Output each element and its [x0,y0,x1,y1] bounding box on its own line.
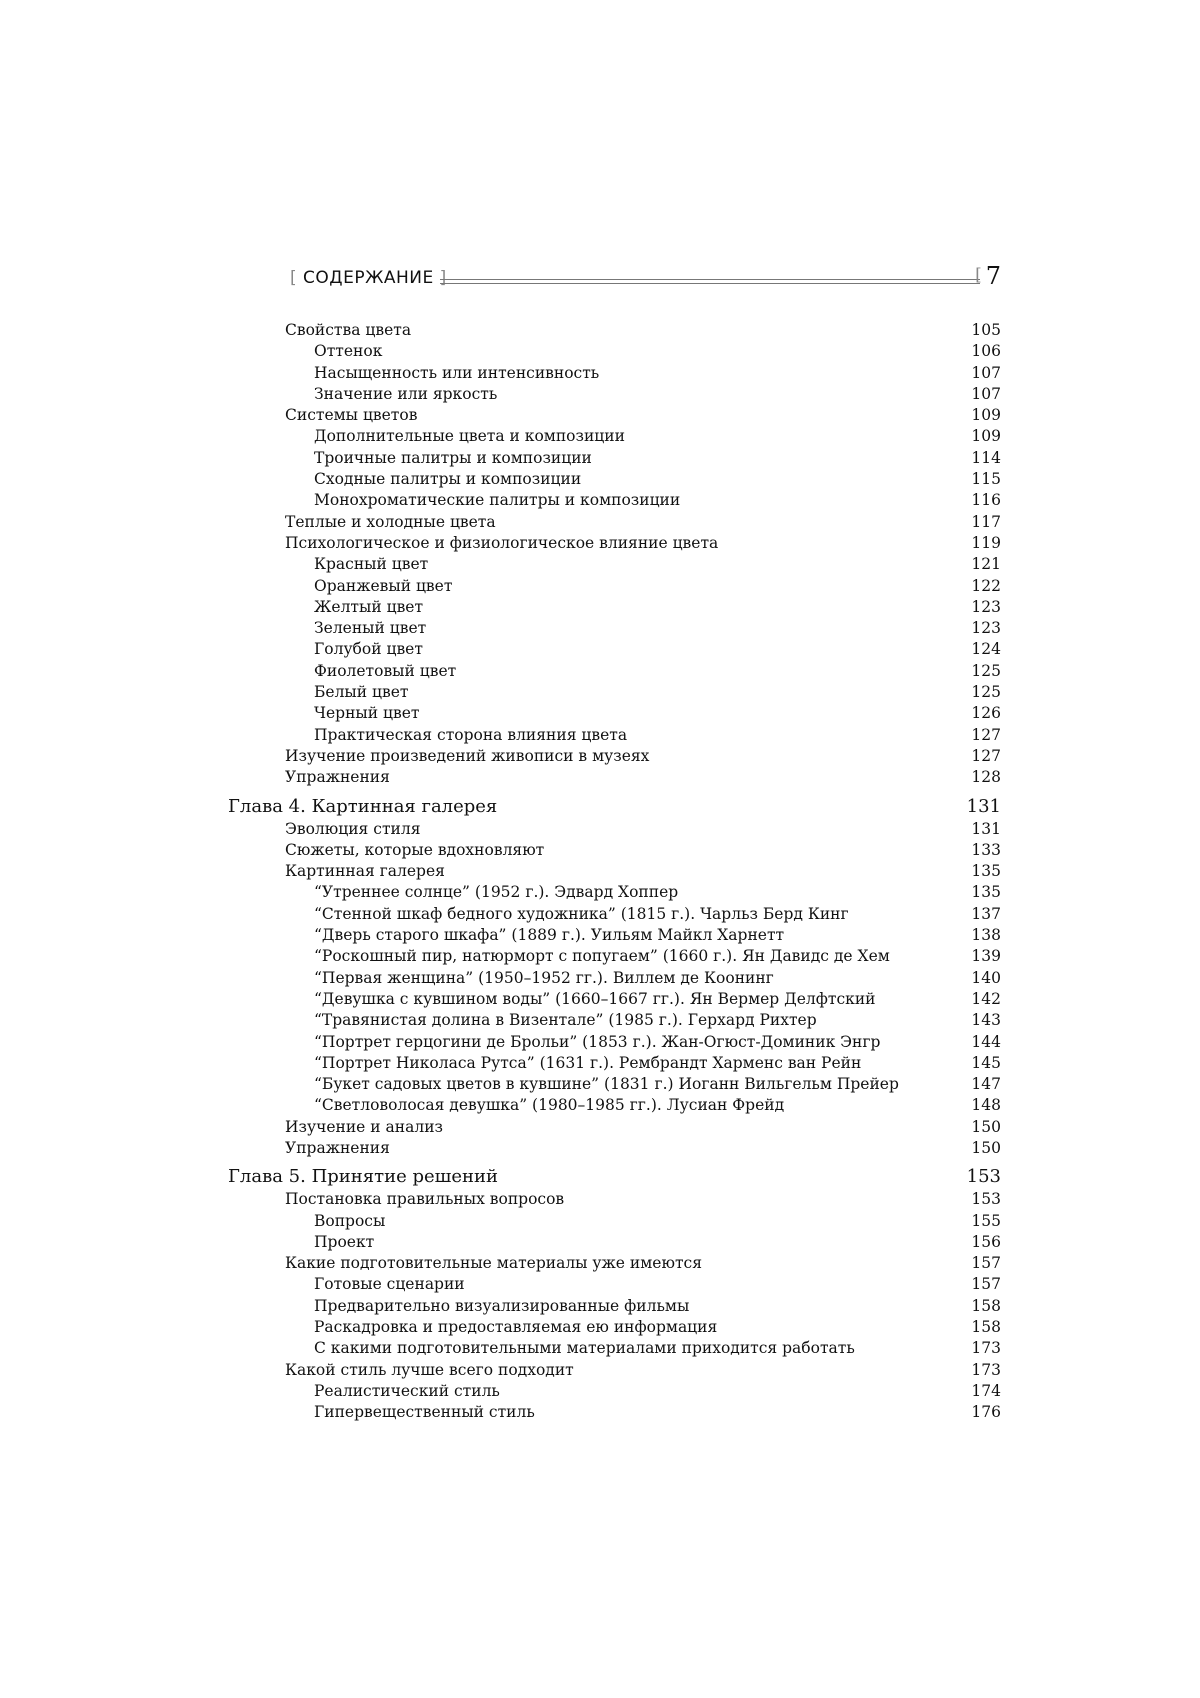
toc-entry-page: 173 [971,1339,1001,1358]
toc-entry [228,904,1001,925]
toc-entry [228,469,1001,490]
section-title [290,268,447,288]
toc-entry [228,363,1001,384]
toc-entry-title: Раскадровка и предоставляемая ею информация [314,1318,718,1337]
toc-entry [228,840,1001,861]
toc-entry [228,925,1001,946]
toc-entry-page: 153 [966,1166,1001,1188]
toc-entry-title: Системы цветов [285,406,418,425]
toc-entry-title: “Дверь старого шкафа” (1889 г.). Уильям Майкл Харнетт [314,926,785,945]
toc-entry-title: Белый цвет [314,683,409,702]
toc-entry-page: 176 [971,1403,1001,1422]
toc-entry-page: 150 [971,1117,1001,1136]
section-title-text: СОДЕРЖАНИЕ [303,268,434,288]
toc-entry-page: 158 [971,1296,1001,1315]
toc-chapter-entry [228,795,1001,819]
toc-entry [228,1360,1001,1381]
toc-entry [228,320,1001,341]
toc-entry-title: Глава 5. Принятие решений [228,1166,499,1188]
toc-entry-page: 139 [971,947,1001,966]
toc-entry-page: 157 [971,1254,1001,1273]
toc-entry-title: “Утреннее солнце” (1952 г.). Эдвард Хоппер [314,883,679,902]
toc-entry-title: Какой стиль лучше всего подходит [285,1360,574,1379]
toc-entry [228,725,1001,746]
toc-entry-title: “Травянистая долина в Визентале” (1985 г.). Герхард Рихтер [314,1011,817,1030]
toc-entry-title: Фиолетовый цвет [314,661,457,680]
page-number-text: 7 [985,262,1001,290]
toc-entry-page: 109 [971,427,1001,446]
toc-entry-page: 144 [971,1032,1001,1051]
toc-entry [228,1032,1001,1053]
toc-entry-page: 174 [971,1381,1001,1400]
toc-entry-title: Какие подготовительные материалы уже имеются [285,1254,702,1273]
toc-entry-title: Значение или яркость [314,384,498,403]
toc-entry-page: 145 [971,1053,1001,1072]
toc-entry-title: Зеленый цвет [314,619,427,638]
toc-entry-title: Оттенок [314,342,383,361]
toc-entry [228,1402,1001,1423]
toc-entry-page: 128 [971,768,1001,787]
toc-entry-page: 109 [971,406,1001,425]
toc-entry-page: 123 [971,597,1001,616]
toc-entry [228,1232,1001,1253]
toc-entry-title: Эволюция стиля [285,819,421,838]
toc-entry-title: “Стенной шкаф бедного художника” (1815 г.). Чарльз Берд Кинг [314,904,849,923]
toc-entry-title: Изучение произведений живописи в музеях [285,746,650,765]
toc-entry-title: “Роскошный пир, натюрморт с попугаем” (1660 г.). Ян Давидс де Хем [314,947,890,966]
toc-entry [228,703,1001,724]
toc-entry-title: Сходные палитры и композиции [314,470,582,489]
toc-entry [228,1381,1001,1402]
toc-entry-title: Дополнительные цвета и композиции [314,427,625,446]
toc-entry-page: 147 [971,1075,1001,1094]
toc-entry-title: Голубой цвет [314,640,423,659]
toc-entry [228,1253,1001,1274]
toc-entry-page: 125 [971,661,1001,680]
header-rule [440,279,980,284]
toc-entry-page: 122 [971,576,1001,595]
toc-entry [228,1317,1001,1338]
toc-entry-title: Проект [314,1232,375,1251]
toc-entry-page: 114 [971,448,1001,467]
toc-entry-page: 135 [971,862,1001,881]
toc-entry [228,819,1001,840]
toc-entry-page: 121 [971,555,1001,574]
toc-entry [228,1053,1001,1074]
toc-entry [228,661,1001,682]
toc-entry-title: Упражнения [285,1138,390,1157]
toc-entry [228,1211,1001,1232]
toc-entry [228,1010,1001,1031]
toc-entry-title: Изучение и анализ [285,1117,443,1136]
toc-entry-page: 131 [971,819,1001,838]
toc-entry-page: 116 [971,491,1001,510]
toc-entry-title: Картинная галерея [285,862,445,881]
toc-entry-page: 119 [971,533,1001,552]
toc-entry-title: Теплые и холодные цвета [285,512,496,531]
toc-entry-title: Вопросы [314,1211,386,1230]
toc-entry [228,1074,1001,1095]
running-header [290,262,1001,296]
close-bracket: ] [439,268,447,288]
toc-entry-page: 125 [971,683,1001,702]
toc-entry [228,882,1001,903]
toc-entry [228,490,1001,511]
toc-entry-title: Постановка правильных вопросов [285,1190,565,1209]
toc-entry-title: “Букет садовых цветов в кувшине” (1831 г.) Иоганн Вильгельм Прейер [314,1075,899,1094]
toc-entry [228,1338,1001,1359]
toc-entry [228,1117,1001,1138]
toc-entry-title: Готовые сценарии [314,1275,465,1294]
toc-entry-page: 107 [971,384,1001,403]
toc-entry-page: 106 [971,342,1001,361]
toc-entry [228,1296,1001,1317]
toc-entry-title: Насыщенность или интенсивность [314,363,600,382]
toc-entry [228,682,1001,703]
toc-entry-title: “Портрет герцогини де Брольи” (1853 г.). Жан-Огюст-Доминик Энгр [314,1032,881,1051]
toc-entry [228,597,1001,618]
toc-entry-page: 124 [971,640,1001,659]
toc-entry [228,639,1001,660]
toc-entry-page: 107 [971,363,1001,382]
toc-entry-title: “Первая женщина” (1950–1952 гг.). Виллем де Коонинг [314,968,774,987]
table-of-contents [228,320,1001,1424]
toc-entry-page: 135 [971,883,1001,902]
toc-entry [228,968,1001,989]
toc-entry [228,448,1001,469]
toc-entry-title: Черный цвет [314,704,420,723]
toc-entry [228,533,1001,554]
toc-entry-title: Оранжевый цвет [314,576,453,595]
toc-entry-title: Предварительно визуализированные фильмы [314,1296,690,1315]
toc-entry-page: 155 [971,1211,1001,1230]
page-number [975,262,1001,290]
toc-entry-title: Монохроматические палитры и композиции [314,491,681,510]
toc-chapter-entry [228,1165,1001,1189]
toc-entry-page: 173 [971,1360,1001,1379]
toc-entry-page: 123 [971,619,1001,638]
toc-entry-title: С какими подготовительными материалами приходится работать [314,1339,855,1358]
toc-entry-page: 158 [971,1318,1001,1337]
toc-entry [228,1138,1001,1159]
toc-entry-page: 153 [971,1190,1001,1209]
toc-entry-title: “Девушка с кувшином воды” (1660–1667 гг.). Ян Вермер Делфтский [314,989,876,1008]
toc-entry [228,384,1001,405]
toc-entry-page: 148 [971,1096,1001,1115]
toc-entry [228,405,1001,426]
toc-entry-page: 115 [971,470,1001,489]
open-bracket: [ [290,268,298,288]
toc-entry-title: Глава 4. Картинная галерея [228,795,498,817]
toc-entry [228,767,1001,788]
toc-entry [228,1189,1001,1210]
toc-entry-title: Практическая сторона влияния цвета [314,725,628,744]
toc-entry-page: 133 [971,840,1001,859]
toc-entry-title: Троичные палитры и композиции [314,448,592,467]
toc-entry-page: 131 [966,795,1001,817]
toc-entry-title: Свойства цвета [285,321,412,339]
toc-entry-title: Гипервещественный стиль [314,1403,535,1422]
toc-entry-page: 117 [971,512,1001,531]
toc-entry-page: 126 [971,704,1001,723]
toc-entry-page: 143 [971,1011,1001,1030]
toc-entry [228,618,1001,639]
toc-entry [228,946,1001,967]
toc-entry [228,746,1001,767]
toc-entry [228,576,1001,597]
toc-entry-page: 105 [971,321,1001,339]
toc-entry [228,554,1001,575]
toc-entry-page: 127 [971,725,1001,744]
toc-entry [228,512,1001,533]
toc-entry-page: 138 [971,926,1001,945]
toc-entry-page: 157 [971,1275,1001,1294]
toc-entry-page: 137 [971,904,1001,923]
toc-entry [228,989,1001,1010]
toc-entry-title: Упражнения [285,768,390,787]
toc-entry-title: Психологическое и физиологическое влияние цвета [285,533,719,552]
toc-entry-page: 140 [971,968,1001,987]
toc-entry [228,1274,1001,1295]
toc-entry-title: “Светловолосая девушка” (1980–1985 гг.). Лусиан Фрейд [314,1096,785,1115]
toc-entry [228,861,1001,882]
toc-entry [228,1095,1001,1116]
toc-entry-title: Реалистический стиль [314,1381,500,1400]
toc-entry-page: 127 [971,746,1001,765]
toc-entry-title: Желтый цвет [314,597,424,616]
toc-entry-page: 156 [971,1232,1001,1251]
toc-entry-page: 150 [971,1138,1001,1157]
toc-entry-title: Сюжеты, которые вдохновляют [285,840,545,859]
toc-entry [228,426,1001,447]
toc-entry-title: Красный цвет [314,555,429,574]
toc-entry-page: 142 [971,989,1001,1008]
page-bracket: [ [975,265,982,285]
toc-entry [228,341,1001,362]
toc-entry-title: “Портрет Николаса Рутса” (1631 г.). Рембрандт Харменс ван Рейн [314,1053,862,1072]
